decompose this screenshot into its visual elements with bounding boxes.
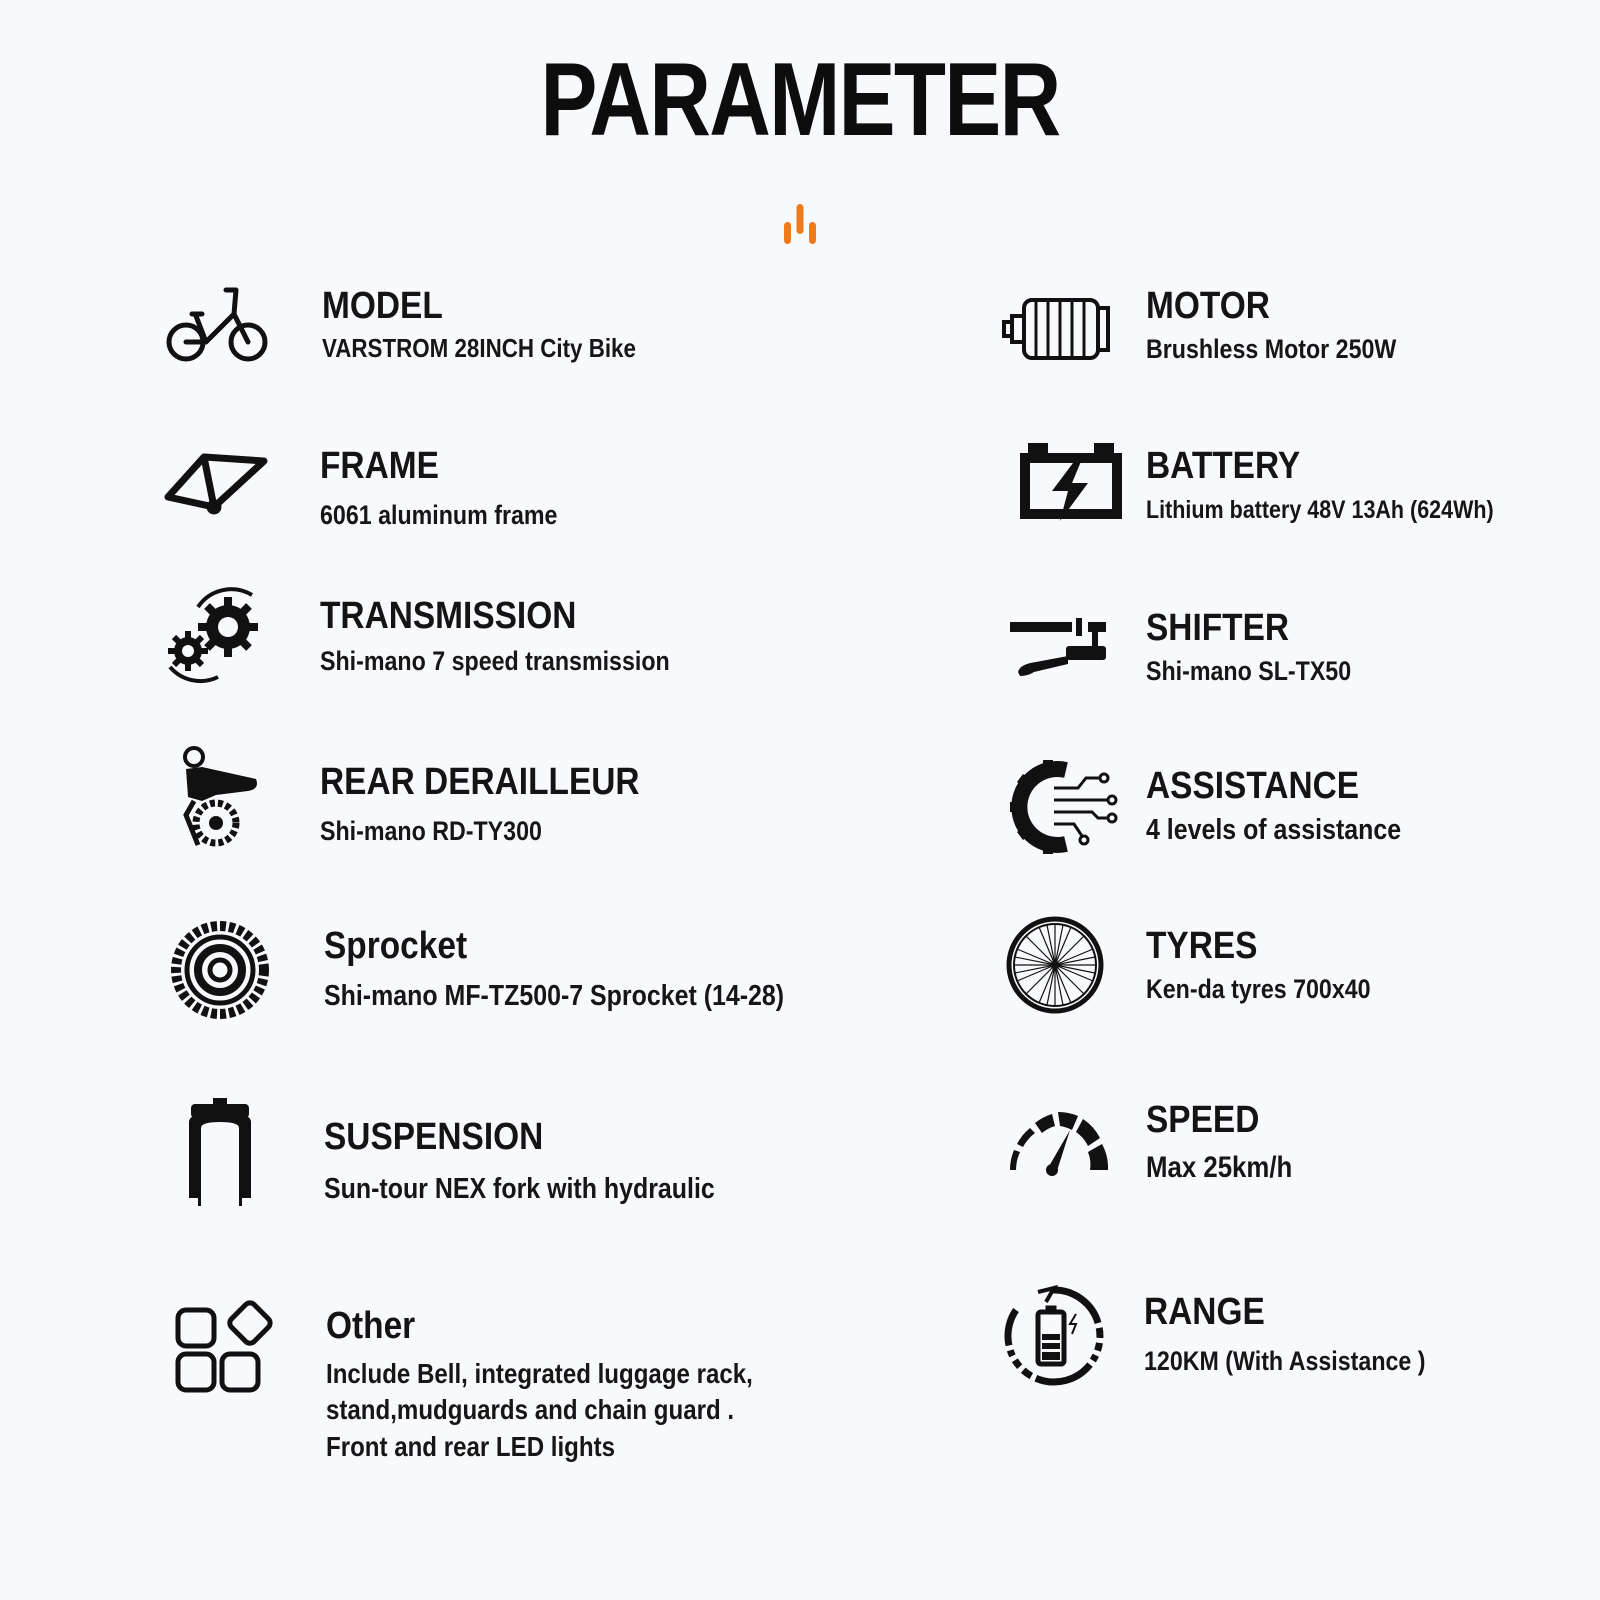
spec-value: Ken-da tyres 700x40: [1146, 973, 1371, 1004]
spec-value: Shi-mano MF-TZ500-7 Sprocket (14-28): [324, 979, 785, 1012]
suspension-fork-icon: [165, 1098, 275, 1208]
battery-range-icon: [998, 1282, 1108, 1392]
sprocket-icon: [165, 915, 275, 1025]
spec-label: MOTOR: [1146, 285, 1270, 327]
spec-value: Shi-mano RD-TY300: [320, 815, 542, 846]
spec-value: Shi-mano SL-TX50: [1146, 655, 1352, 686]
spec-value: 120KM (With Assistance ): [1144, 1345, 1426, 1376]
spec-value: Shi-mano 7 speed transmission: [320, 645, 670, 676]
spec-label: SUSPENSION: [324, 1116, 544, 1158]
spec-value: Brushless Motor 250W: [1146, 333, 1397, 364]
bike-frame-icon: [162, 435, 272, 545]
spec-value: VARSTROM 28INCH City Bike: [322, 332, 636, 363]
spec-label: BATTERY: [1146, 445, 1301, 487]
spec-label: SHIFTER: [1146, 607, 1290, 649]
spec-label: ASSISTANCE: [1146, 765, 1360, 807]
bicycle-icon: [162, 272, 272, 382]
spec-value: Sun-tour NEX fork with hydraulic: [324, 1172, 715, 1205]
page-title: PARAMETER: [540, 42, 1060, 158]
spec-value-line: Include Bell, integrated luggage rack,: [326, 1357, 753, 1389]
wheel-icon: [1000, 910, 1110, 1020]
derailleur-icon: [164, 745, 274, 855]
spec-label: Sprocket: [324, 925, 468, 967]
spec-value: Max 25km/h: [1146, 1150, 1293, 1184]
assistance-gear-icon: [1008, 752, 1118, 862]
spec-label: MODEL: [322, 285, 443, 327]
gears-icon: [162, 585, 272, 695]
spec-value: [326, 1356, 753, 1465]
battery-icon: [1016, 435, 1126, 545]
spec-value-line: Front and rear LED lights: [326, 1430, 615, 1462]
motor-icon: [1002, 278, 1112, 388]
spec-label: FRAME: [320, 445, 439, 487]
spec-label: Other: [326, 1305, 416, 1347]
shifter-icon: [1006, 602, 1116, 712]
spec-label: RANGE: [1144, 1291, 1265, 1333]
apps-grid-icon: [172, 1298, 282, 1408]
spec-value: 6061 aluminum frame: [320, 499, 558, 530]
spec-label: TYRES: [1146, 925, 1258, 967]
spec-label: REAR DERAILLEUR: [320, 761, 640, 803]
accent-bars-icon: [782, 202, 818, 246]
spec-value-line: stand,mudguards and chain guard .: [326, 1394, 735, 1426]
spec-value: Lithium battery 48V 13Ah (624Wh): [1146, 495, 1494, 524]
speedometer-icon: [1004, 1092, 1114, 1202]
spec-label: SPEED: [1146, 1099, 1260, 1141]
spec-value: 4 levels of assistance: [1146, 813, 1402, 846]
spec-label: TRANSMISSION: [320, 595, 577, 637]
